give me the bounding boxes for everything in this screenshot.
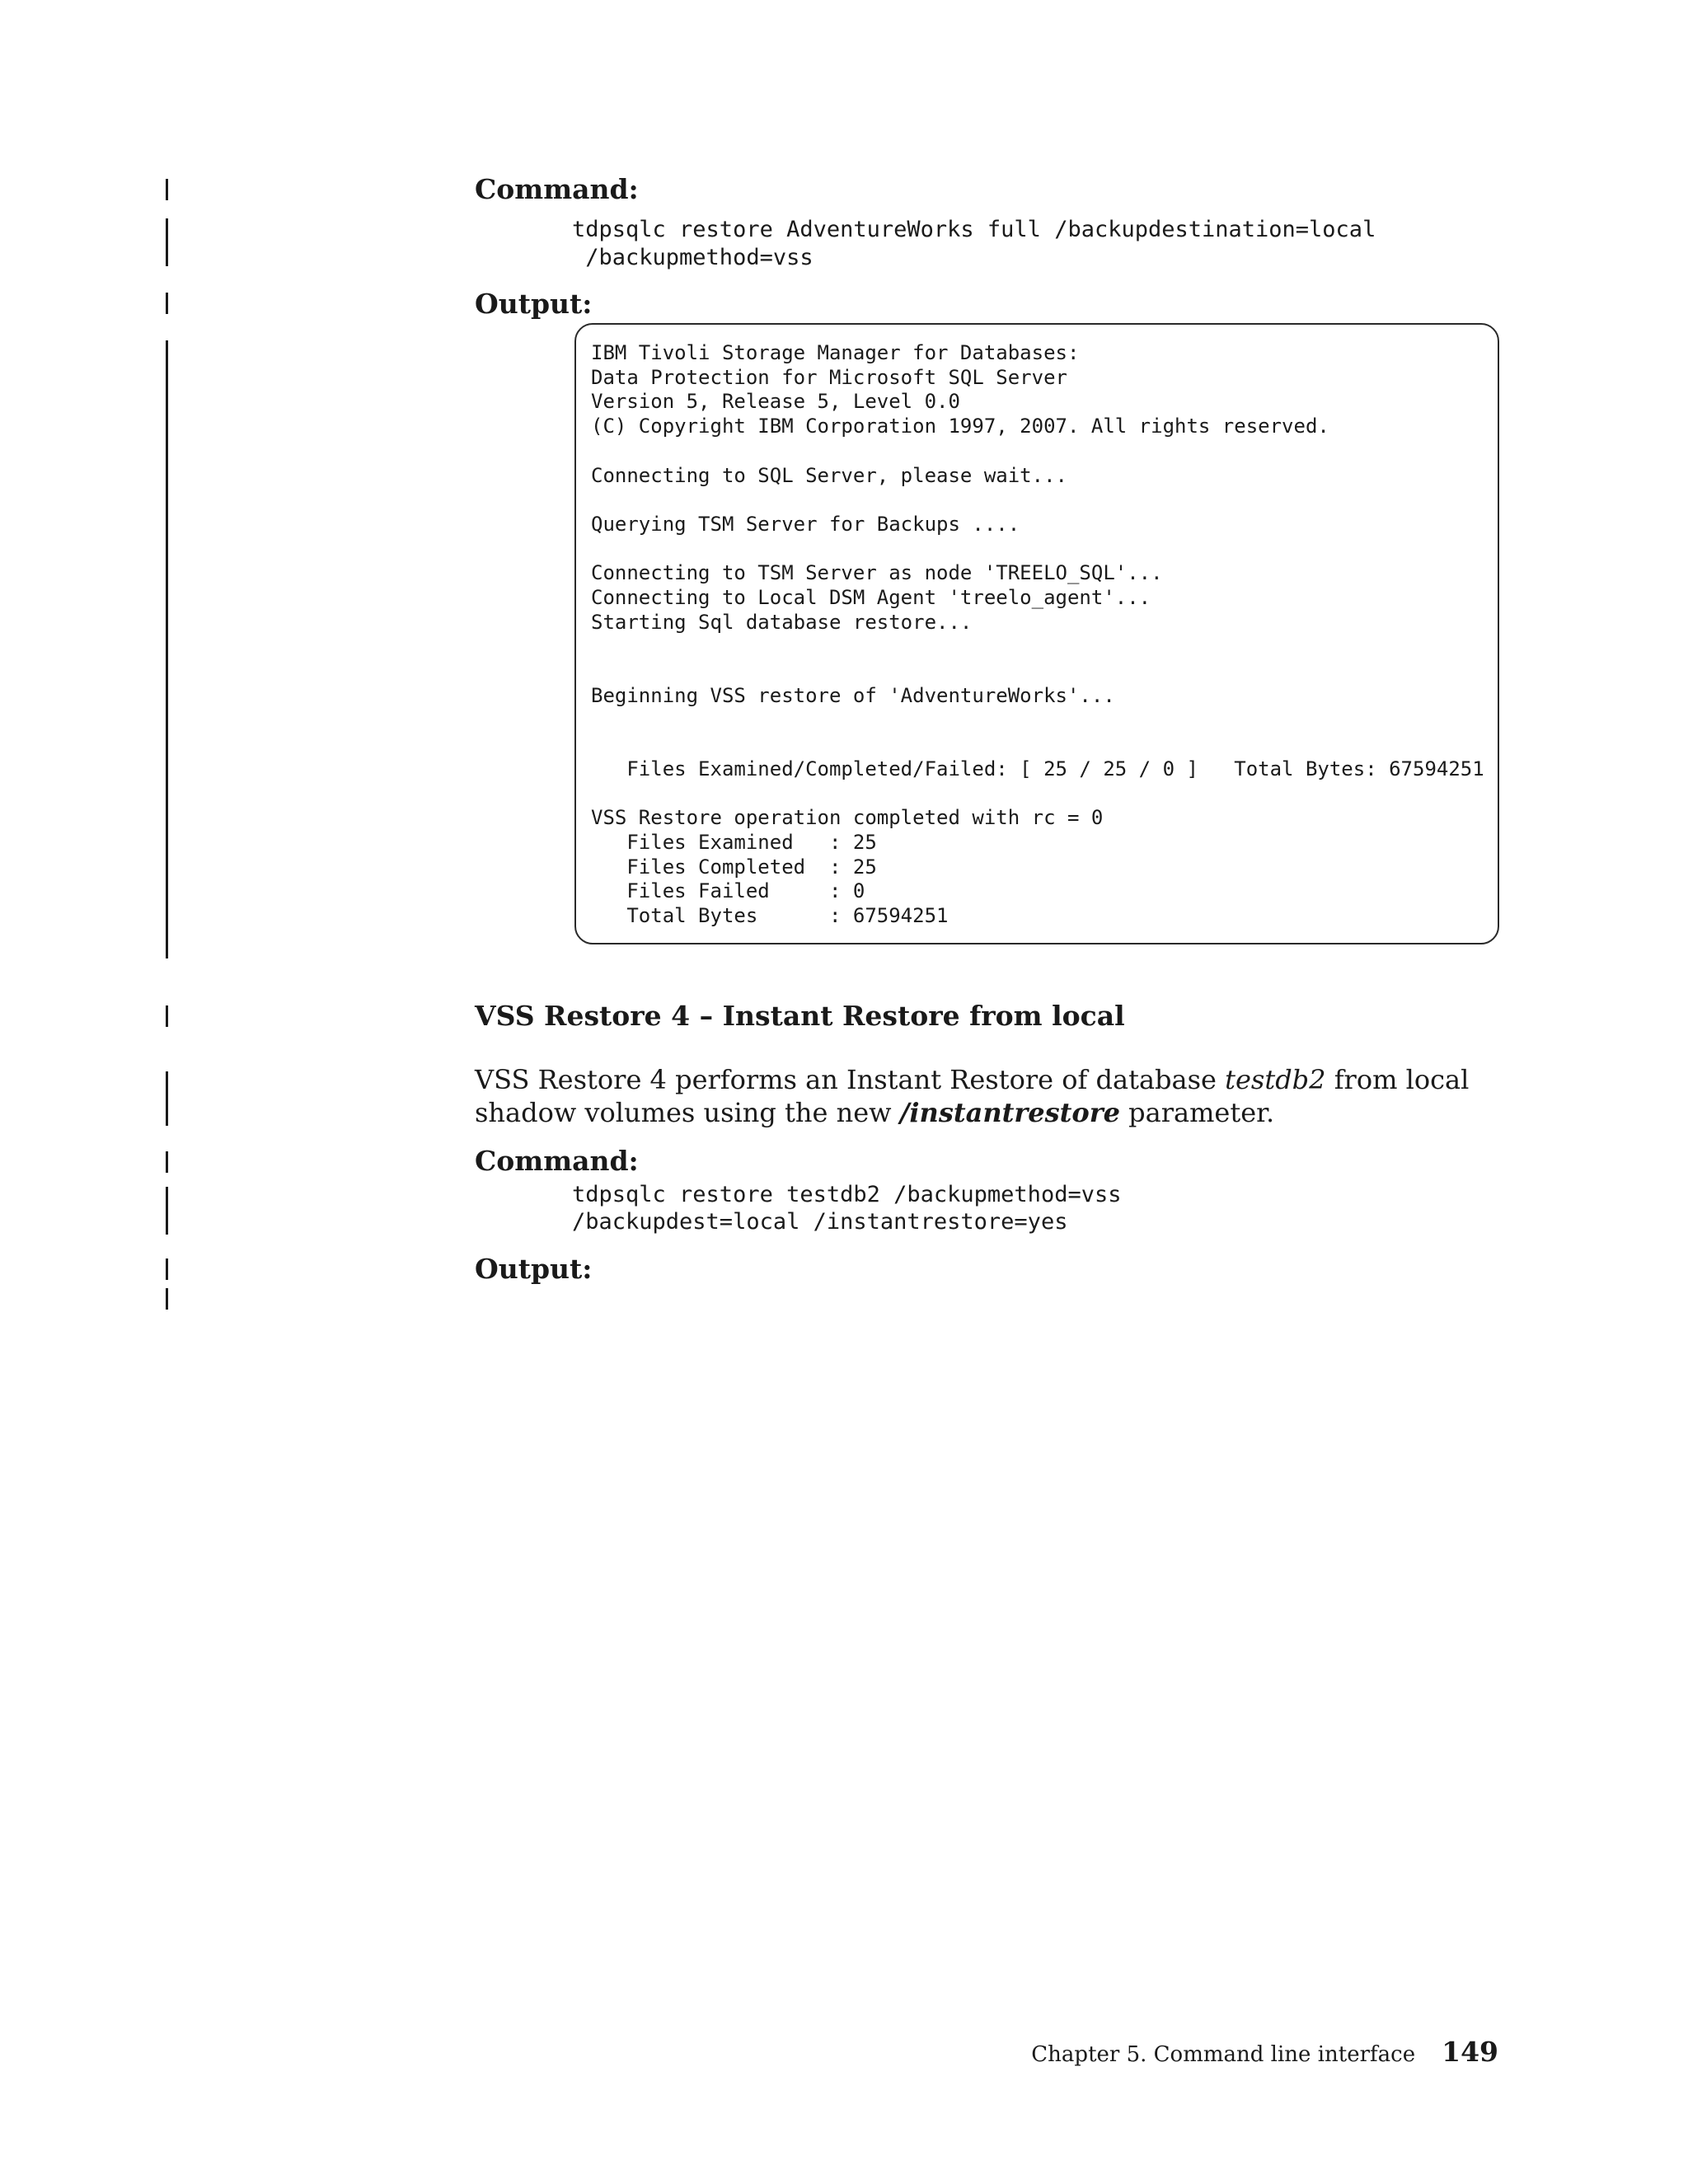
paragraph-text: from local shadow volumes using the new [475,1064,1470,1128]
description-paragraph [475,1063,1513,1129]
database-name: testdb2 [1225,1064,1326,1095]
command-line: tdpsqlc restore testdb2 /backupmethod=vss [572,1182,1122,1207]
change-bar [166,1005,168,1027]
change-bar [166,1258,168,1280]
paragraph-text: VSS Restore 4 performs an Instant Restore of database [475,1064,1226,1095]
change-bar [166,218,168,266]
change-bar [166,293,168,314]
section-heading: VSS Restore 4 – Instant Restore from local [475,1000,1125,1032]
page-footer [1031,2036,1498,2068]
change-bar [166,340,168,958]
command-line: tdpsqlc restore AdventureWorks full /backupdestination=local [572,217,1376,242]
output-box [574,323,1499,944]
chapter-title: Chapter 5. Command line interface [1031,2042,1416,2067]
command-line: /backupmethod=vss [572,245,814,270]
output-label: Output: [475,1253,593,1285]
change-bar [166,179,168,200]
change-bar [166,1187,168,1235]
output-label: Output: [475,288,593,320]
parameter-name: /instantrestore [899,1097,1120,1128]
command-label: Command: [475,173,639,205]
command-label: Command: [475,1145,639,1177]
change-bar [166,1071,168,1126]
page-number: 149 [1442,2036,1498,2068]
paragraph-text: parameter. [1119,1097,1275,1128]
change-bar [166,1151,168,1173]
change-bar [166,1288,168,1310]
command-line: /backupdest=local /instantrestore=yes [572,1209,1068,1235]
output-text: IBM Tivoli Storage Manager for Databases: Data Protection for Microsoft SQL Server Version 5, Release 5, Level 0.0 (C) Copyright IBM Corporation 1997, 2007. All rights reserved. Connecting to SQL Server, please wait... Querying TSM Server for Backups .... Connecting to TSM Server as node 'TREELO_SQL'... Connecting to Local DSM Agent 'treelo_agent'... Starting Sql database restore... Beginning VSS restore of 'AdventureWorks'... Files Examined/Completed/Failed: [ 25 / 25 / 0 ] Total Bytes: 67594251 VSS Restore operation completed with rc = 0 Files Examined : 25 Files Completed : 25 Files Failed : 0 Total Bytes : 67594251 [591,341,1484,928]
